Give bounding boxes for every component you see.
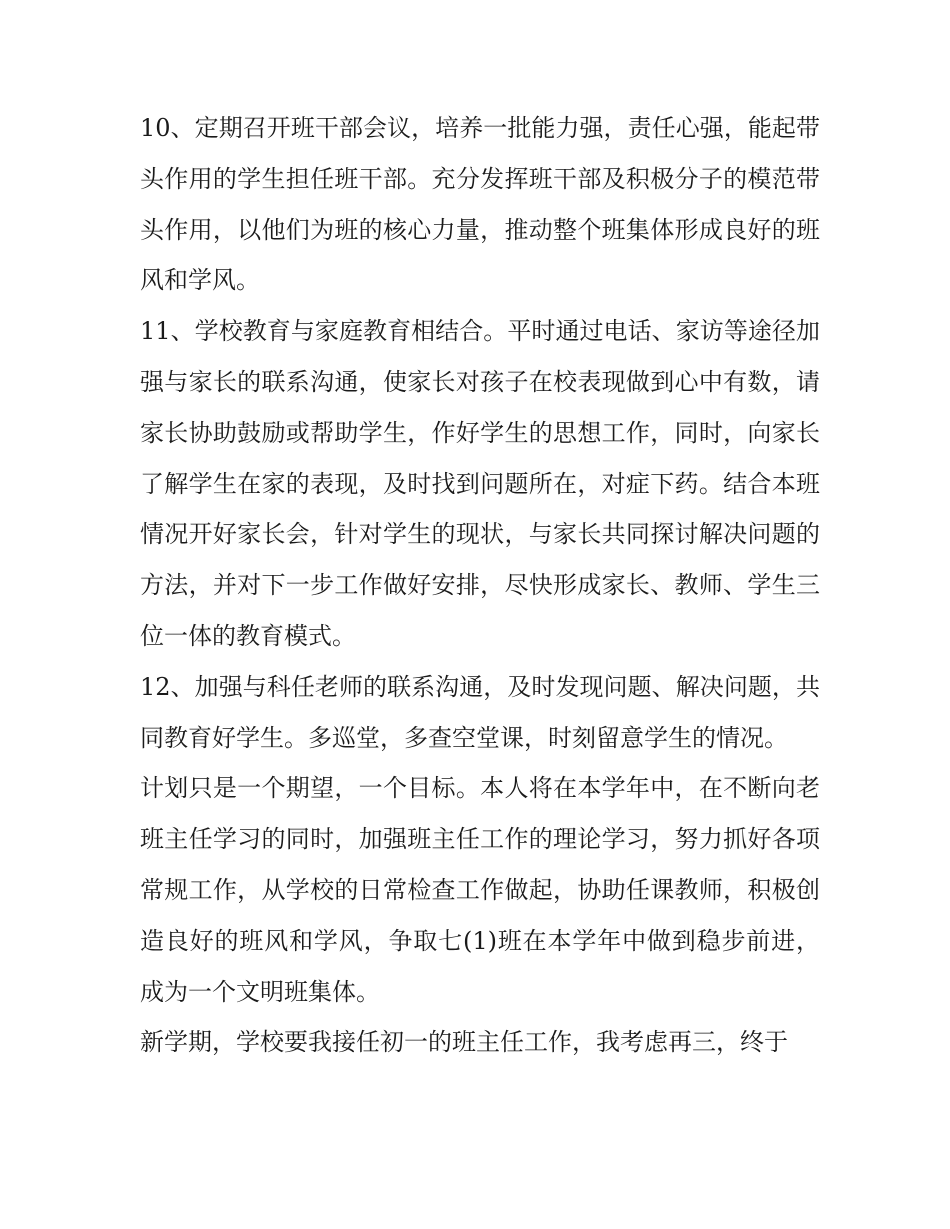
document-body [140, 103, 820, 1068]
paragraph-item-12: 12、加强与科任老师的联系沟通，及时发现问题、解决问题，共同教育好学生。多巡堂，多查空堂课，时刻留意学生的情况。 [140, 672, 820, 752]
paragraph-item-10: 10、定期召开班干部会议，培养一批能力强，责任心强，能起带头作用的学生担任班干部。充分发挥班干部及积极分子的模范带头作用，以他们为班的核心力量，推动整个班集体形成良好的班风和学风。 [140, 114, 820, 295]
paragraph-plan-summary: 计划只是一个期望，一个目标。本人将在本学年中，在不断向老班主任学习的同时，加强班主任工作的理论学习，努力抓好各项常规工作，从学校的日常检查工作做起，协助任课教师，积极创造良好的班风和学风，争取七(1)班在本学年中做到稳步前进，成为一个文明班集体。 [140, 774, 820, 1006]
paragraph-item-11: 11、学校教育与家庭教育相结合。平时通过电话、家访等途径加强与家长的联系沟通，使家长对孩子在校表现做到心中有数，请家长协助鼓励或帮助学生，作好学生的思想工作，同时，向家长了解学生在家的表现，及时找到问题所在，对症下药。结合本班情况开好家长会，针对学生的现状，与家长共同探讨解决问题的方法，并对下一步工作做好安排，尽快形成家长、教师、学生三位一体的教育模式。 [140, 317, 820, 650]
paragraph-new-semester: 新学期，学校要我接任初一的班主任工作，我考虑再三，终于 [140, 1028, 788, 1057]
